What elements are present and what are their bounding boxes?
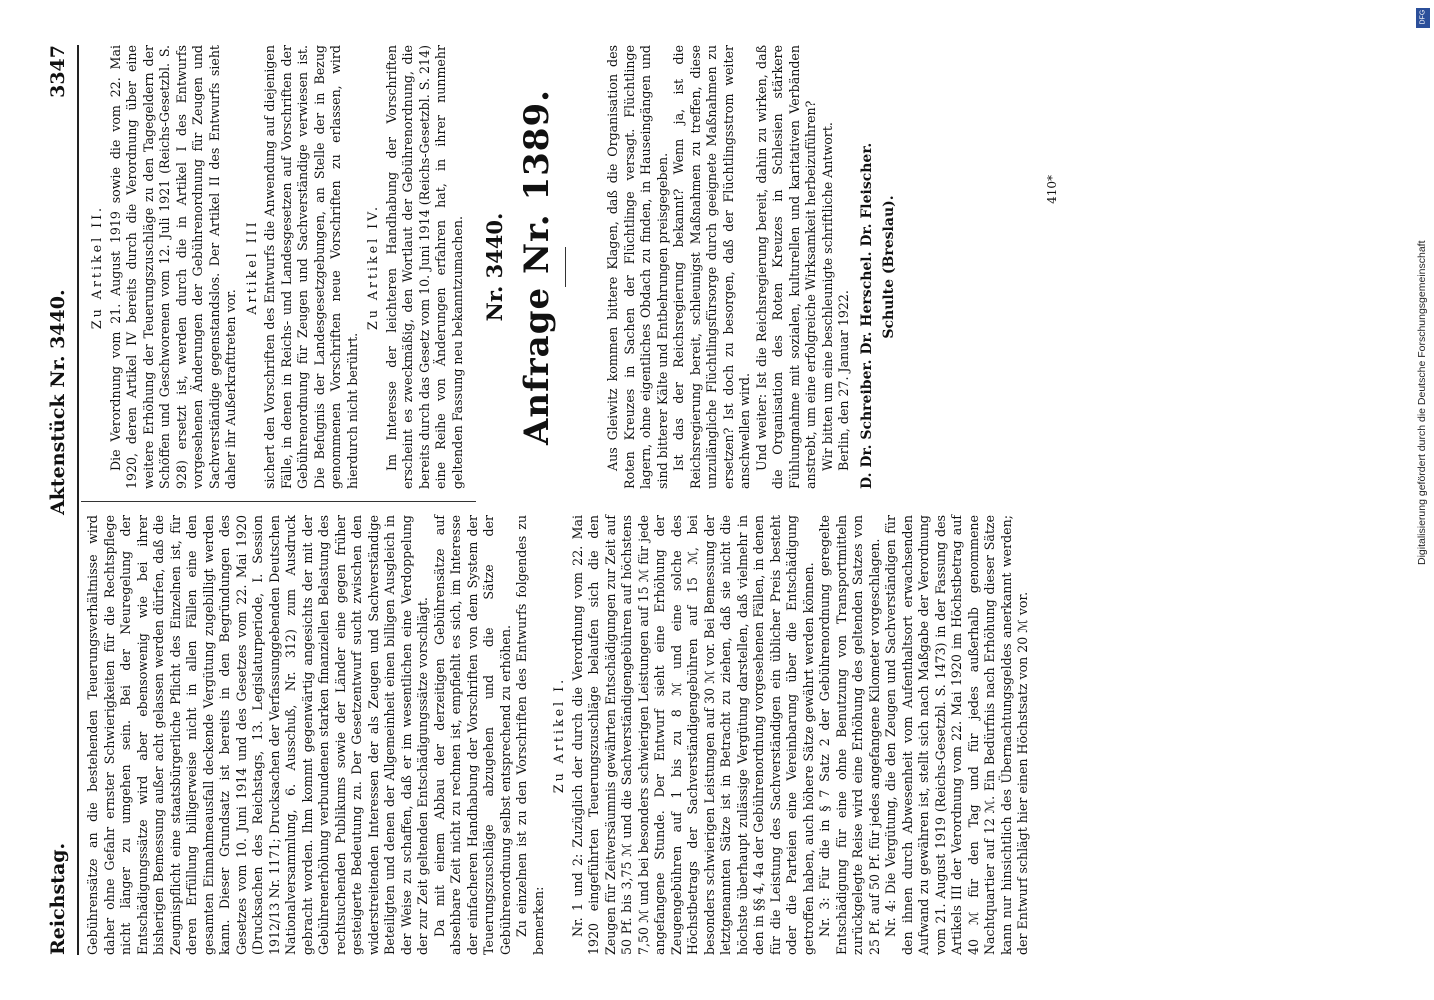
column-divider [81,501,476,502]
paragraph: Nr. 4: Die Vergütung, die den Zeugen und Sachverständigen für den ihnen durch Abwesenheit vom Aufenthaltsort erwachsenden Aufwand zu gewähren ist, stellt sich nach Maßgabe der Verordnung vom 21. August 1919 (Reichs-Gesetzbl. S. 1473) in der Fassung des Artikels III der Verordnung vom 22. Mai 1920 im Höchstbetrag auf 40 ℳ für den Tag und für jedes außerhalb genommene Nachtquartier auf 12 ℳ. Ein Bedürfnis nach Erhöhung dieser Sätze kann nur hinsichtlich des Übernachtungsgeldes anerkannt werden; der Entwurf schlägt hier einen Höchstsatz von 20 ℳ vor. [883,515,1030,955]
header-left: Reichstag. [47,842,69,955]
anfrage-heading-block [482,45,572,489]
paragraph: Ist das der Reichsregierung bekannt? Wenn ja, ist die Reichsregierung bereit, schleunigst Maßnahmen zu treffen, diese unzulängliche Flüchtlingsfürsorge durch geeignete Maßnahmen zu ersetzen? Ist doch zu besorgen, daß der Flüchtlingsstrom weiter anschwellen wird. [671,45,752,489]
paragraph: Die Verordnung vom 21. August 1919 sowie die vom 22. Mai 1920, deren Artikel IV bereits durch die Verordnung über eine weitere Erhöhung der Teuerungszuschläge zu den Tagegeldern der Schöffen und Geschworenen vom 12. Juli 1921 (Reichs-Gesetzbl. S. 928) ersetzt ist, werden durch die in Artikel I des Entwurfs vorgesehenen Änderungen der Gebührenordnung für Zeugen und Sachverständige gegenstandslos. Der Artikel II des Entwurfs sieht daher ihr Außerkrafttreten vor. [107,45,238,489]
anfrage-title: Anfrage Nr. 1389. [517,89,557,445]
running-header [45,45,75,955]
paragraph: Aus Gleiwitz kommen bittere Klagen, daß die Organisation des Roten Kreuzes in Sachen der Flüchtlinge versagt. Flüchtlinge lagern, ohne eigentliches Obdach zu finden, in Hauseingängen und sind bitterer Kälte und Entbehrungen preisgegeben. [605,45,670,489]
paragraph: Zu einzelnen ist zu den Vorschriften des Entwurfs folgendes zu bemerken: [514,515,546,955]
date-line: Berlin, den 27. Januar 1922. [836,290,851,471]
page-number: 3347 [47,45,69,98]
signatories-line-2: Schulte (Breslau). [881,195,897,339]
paragraph: Gebührensätze an die bestehenden Teuerungsverhältnisse wird daher ohne Gefahr ernster Schwierigkeiten für die Rechtspflege nicht länger zu umgehen sein. Bei der Neuregelung der Entschädigungssätze wird aber ebensowenig wie bei ihrer bisherigen Bemessung außer acht gelassen werden dürfen, daß die Zeugnispflicht eine staatsbürgerliche Pflicht des Einzelnen ist, für deren Erfüllung billigerweise nicht in allen Fällen eine den gesamten Einnahmeausfall deckende Vergütung zugebilligt werden kann. Dieser Grundsatz ist bereits in den Begründungen des Gesetzes vom 10. Juni 1914 und des Gesetzes vom 22. Mai 1920 (Drucksachen des Reichstags, 13. Legislaturperiode, I. Session 1912/13 Nr. 1171; Drucksachen der Verfassunggebenden Deutschen Nationalversammlung, 6. Ausschuß, Nr. 312) zum Ausdruck gebracht worden. Ihm kommt gegenwärtig angesichts der mit der Gebührenerhöhung verbundenen starken finanziellen Belastung des rechtsuchenden Publikums sowie der Länder eine gegen früher gesteigerte Bedeutung zu. Der Gesetzentwurf sucht zwischen den widerstreitenden Interessen der als Zeugen und Sachverständige Beteiligten und denen der Allgemeinheit einen billigen Ausgleich in der Weise zu schaffen, daß er im wesentlichen eine Verdoppelung der zur Zeit geltenden Entschädigungssätze vorschlägt. [85,515,430,955]
divider [565,247,566,287]
paragraph: Und weiter: Ist die Reichsregierung bereit, dahin zu wirken, daß die Organisation des Roten Kreuzes in Schlesien stärkere Fühlungnahme mit sozialen, kulturellen und karitativen Verbänden anstrebt, um eine erfolgreiche Wirksamkeit herbeizuführen? [753,45,818,489]
left-column [85,515,1032,955]
right-column [85,45,466,489]
paragraph: Im Interesse der leichteren Handhabung der Vorschriften erscheint es zweckmäßig, den Wortlaut der Gebührenordnung, die bereits durch das Gesetz vom 10. Juni 1914 (Reichs-Gesetzbl. S. 214) eine Reihe von Änderungen erfahren hat, in ihrer nunmehr geltenden Fassung neu bekanntzumachen. [383,45,465,489]
sheet-mark: 410* [1045,175,1059,204]
header-center: Aktenstück Nr. 3440. [47,289,69,515]
side-strip [1412,0,1434,1000]
paragraph: Wir bitten um eine beschleunigte schriftliche Antwort. [819,122,835,471]
paragraph: Nr. 3: Für die in § 7 Satz 2 der Gebührenordnung geregelte Entschädigung für eine ohne Benutzung von Transportmitteln zurückgelegte Reise wird eine Erhöhung des geltenden Satzes von 25 Pf. auf 50 Pf. für jedes angefangene Kilometer vorgeschlagen. [817,515,882,955]
section-heading-artikel-4: Zu Artikel IV. [365,203,380,331]
section-heading-artikel-2: Zu Artikel II. [89,204,104,330]
funding-credit: Digitalisierung gefördert durch die Deutsche Forschungsgemeinschaft [1416,240,1428,565]
signatories-line-1: D. Dr. Schreiber. Dr. Herschel. Dr. Fleischer. [858,142,875,489]
paragraph: Da mit einem Abbau der derzeitigen Gebührensätze auf absehbare Zeit nicht zu rechnen ist, empfiehlt es sich, im Interesse der einfacheren Handhabung der Vorschriften von dem System der Teuerungszuschläge abzugehen und die Sätze der Gebührenordnung selbst entsprechend zu erhöhen. [431,515,513,955]
header-rule [77,45,79,955]
section-heading-artikel-3: Artikel III [243,219,259,315]
dfg-logo [1416,8,1430,28]
signatories [859,45,876,489]
section-heading-artikel-1: Zu Artikel I. [551,676,566,794]
signatories-line-2-wrap [881,45,898,489]
document-number: Nr. 3440. [482,212,507,322]
rotated-page [45,45,1059,955]
dfg-logo-text: DFG [1419,9,1427,25]
paragraph: sichert den Vorschriften des Entwurfs die Anwendung auf diejenigen Fälle, in denen in Reichs- und Landesgesetzen auf Vorschriften der Gebührenordnung für Zeugen und Sachverständige verwiesen ist. Die Befugnis der Landesgesetzgebungen, an Stelle der in Bezug genommenen Vorschriften neue Vorschriften zu erlassen, wird hierdurch nicht berührt. [262,45,360,489]
paragraph: Nr. 1 und 2: Zuzüglich der durch die Verordnung vom 22. Mai 1920 eingeführten Teuerungszuschläge belaufen sich die den Zeugen für Zeitversäumnis gewährten Entschädigungen zur Zeit auf 50 Pf. bis 3,75 ℳ und die Sachverständigengebühren auf höchstens 7,50 ℳ und bei besonders schwierigen Leistungen auf 15 ℳ für jede angefangene Stunde. Der Entwurf sieht eine Erhöhung der Zeugengebühren auf 1 bis zu 8 ℳ und eine solche des Höchstbetrags der Sachverständigengebühren auf 15 ℳ, bei besonders schwierigen Leistungen auf 30 ℳ vor. Bei Bemessung der letztgenannten Sätze ist in Betracht zu ziehen, daß sie nicht die höchste überhaupt zulässige Vergütung darstellen, daß vielmehr in den in §§ 4, 4a der Gebührenordnung vorgesehenen Fällen, in denen für die Leistung des Sachverständigen ein üblicher Preis besteht oder die Parteien eine Vereinbarung über die Entschädigung getroffen haben, auch höhere Sätze gewährt werden können. [569,515,816,955]
anfrage-body [605,45,898,489]
